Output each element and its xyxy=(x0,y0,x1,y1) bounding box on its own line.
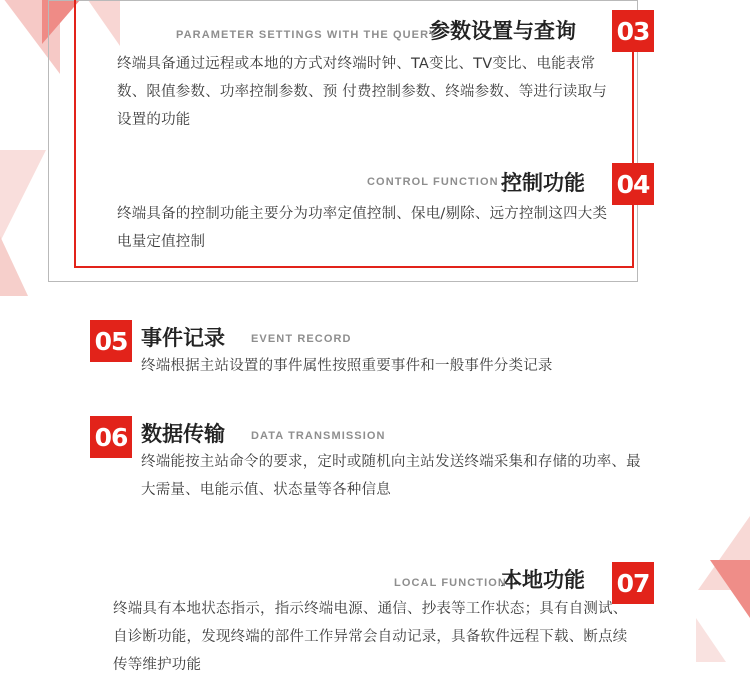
decorative-triangle-icon xyxy=(698,516,750,590)
section-title-en-03: PARAMETER SETTINGS WITH THE QUERY xyxy=(176,29,438,41)
section-title-cn-05: 事件记录 xyxy=(141,326,225,350)
section-number-badge-07: 07 xyxy=(612,562,654,604)
section-frame-accent-bottom xyxy=(74,266,634,268)
section-body-03: 终端具备通过远程或本地的方式对终端时钟、TA变比、TV变比、电能表常数、限值参数、功率控制参数、预 付费控制参数、终端参数、等进行读取与设置的功能 xyxy=(117,56,607,128)
section-frame-accent-left xyxy=(74,0,76,268)
section-number-badge-04: 04 xyxy=(612,163,654,205)
decorative-triangle-icon xyxy=(710,560,750,618)
section-title-en-06: DATA TRANSMISSION xyxy=(251,430,386,442)
decorative-triangle-icon xyxy=(0,236,28,296)
section-title-cn-07: 本地功能 xyxy=(501,568,585,592)
section-frame-accent-right xyxy=(632,40,634,268)
decorative-triangle-icon xyxy=(696,618,726,662)
section-number-badge-03: 03 xyxy=(612,10,654,52)
section-number-badge-06: 06 xyxy=(90,416,132,458)
section-title-cn-06: 数据传输 xyxy=(141,422,225,446)
section-body-05: 终端根据主站设置的事件属性按照重要事件和一般事件分类记录 xyxy=(141,358,553,374)
section-body-04: 终端具备的控制功能主要分为功率定值控制、保电/剔除、远方控制这四大类电量定值控制 xyxy=(117,206,608,250)
section-title-en-05: EVENT RECORD xyxy=(251,333,352,345)
section-body-07: 终端具有本地状态指示，指示终端电源、通信、抄表等工作状态；具有自测试、自诊断功能，发现终端的部件工作异常会自动记录，具备软件远程下载、断点续传等维护功能 xyxy=(113,601,628,673)
decorative-triangle-icon xyxy=(0,150,46,242)
section-title-cn-04: 控制功能 xyxy=(501,171,585,195)
section-number-badge-05: 05 xyxy=(90,320,132,362)
section-title-cn-03: 参数设置与查询 xyxy=(429,19,576,43)
section-title-en-07: LOCAL FUNCTION xyxy=(394,577,507,589)
section-body-06: 终端能按主站命令的要求，定时或随机向主站发送终端采集和存储的功率、最大需量、电能示值、状态量等各种信息 xyxy=(141,454,641,498)
section-title-en-04: CONTROL FUNCTION xyxy=(367,176,499,188)
